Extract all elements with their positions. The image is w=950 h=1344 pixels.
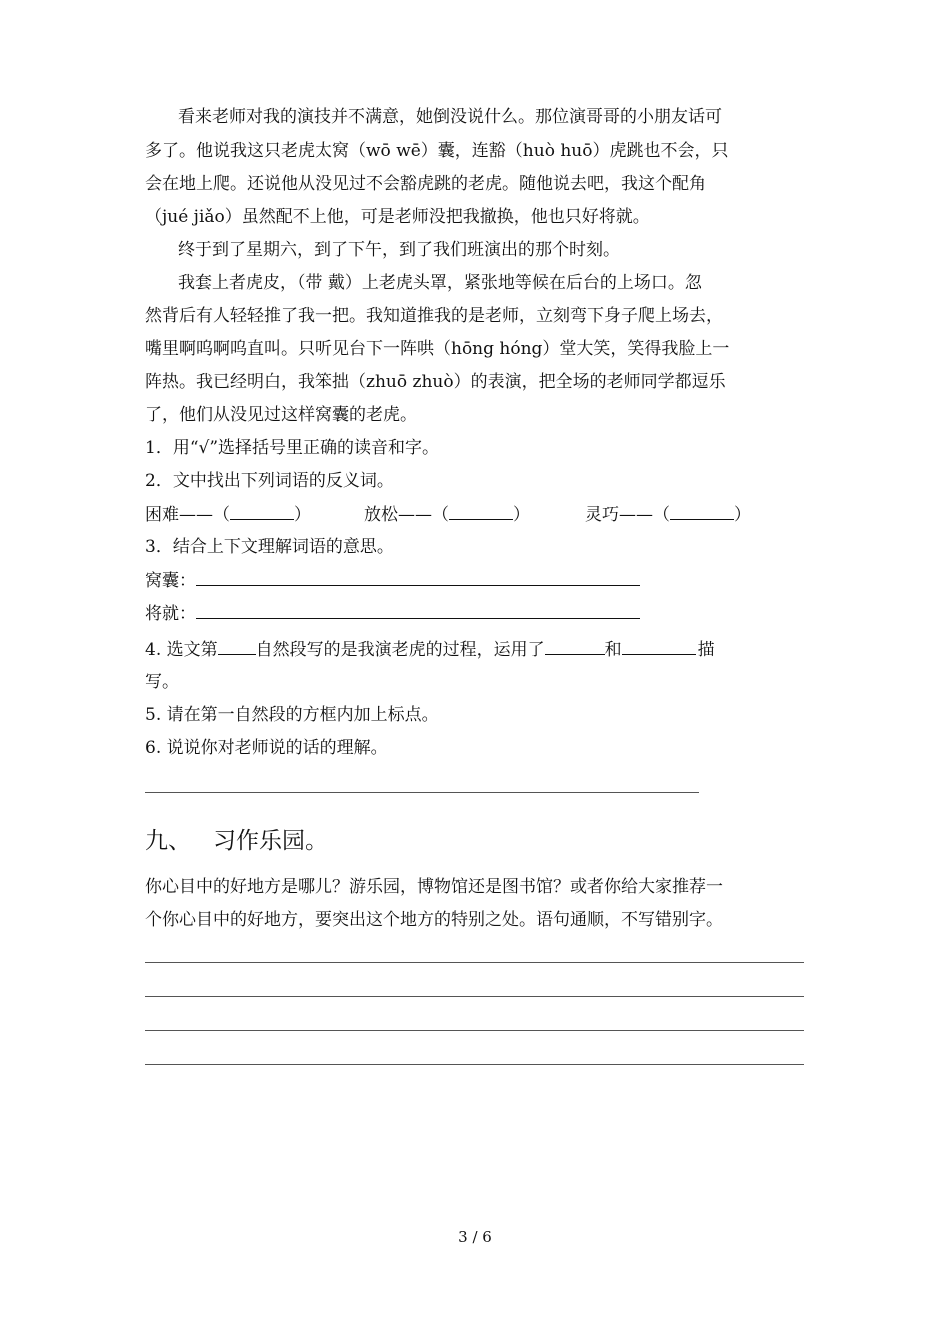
- section-number: 九、: [145, 828, 191, 854]
- antonym-label-3: 灵巧——（: [585, 505, 670, 525]
- q4-text-4: 描: [697, 640, 715, 660]
- q4-blank-paragraph[interactable]: [218, 638, 256, 655]
- writing-prompt-line: 你心目中的好地方是哪儿？游乐园，博物馆还是图书馆？或者你给大家推荐一: [145, 877, 723, 897]
- q3-word-1: 窝囊：: [145, 571, 196, 591]
- page-number: 3 / 6: [458, 1228, 492, 1246]
- question-1: 1．用“√”选择括号里正确的读音和字。: [145, 438, 440, 458]
- writing-line[interactable]: [145, 1030, 804, 1031]
- q4-blank-method-2[interactable]: [622, 638, 696, 655]
- question-6: 6. 说说你对老师说的话的理解。: [145, 738, 388, 758]
- passage-line: 阵热。我已经明白，我笨拙（zhuō zhuò）的表演，把全场的老师同学都逗乐: [145, 372, 726, 392]
- passage-line: 看来老师对我的演技并不满意，她倒没说什么。那位演哥哥的小朋友话可: [178, 107, 722, 127]
- q4-continuation: 写。: [145, 672, 179, 692]
- writing-line[interactable]: [145, 996, 804, 997]
- antonym-blank-1[interactable]: [230, 503, 294, 520]
- q3-answer-blank-2[interactable]: [196, 602, 640, 619]
- question-4: [145, 638, 715, 661]
- passage-line: 了，他们从没见过这样窝囊的老虎。: [145, 405, 417, 425]
- q6-answer-line[interactable]: [145, 792, 699, 793]
- question-3: 3．结合上下文理解词语的意思。: [145, 537, 394, 557]
- question-2: 2．文中找出下列词语的反义词。: [145, 471, 394, 491]
- antonym-row-3: [585, 503, 751, 526]
- section-heading: [145, 826, 328, 856]
- passage-line: 然背后有人轻轻推了我一把。我知道推我的是老师，立刻弯下身子爬上场去，: [145, 306, 723, 326]
- antonym-label-1: 困难——（: [145, 505, 230, 525]
- antonym-close-2: ）: [513, 505, 530, 525]
- q4-text-1: 4. 选文第: [145, 640, 218, 660]
- q3-word-row-2: [145, 602, 640, 625]
- passage-line: 终于到了星期六，到了下午，到了我们班演出的那个时刻。: [178, 240, 620, 260]
- antonym-blank-2[interactable]: [449, 503, 513, 520]
- antonym-blank-3[interactable]: [670, 503, 734, 520]
- section-title: 习作乐园。: [213, 828, 328, 854]
- passage-line: 会在地上爬。还说他从没见过不会豁虎跳的老虎。随他说去吧，我这个配角: [145, 174, 706, 194]
- antonym-close-3: ）: [734, 505, 751, 525]
- q4-text-2: 自然段写的是我演老虎的过程，运用了: [255, 640, 545, 660]
- passage-line: 嘴里啊呜啊呜直叫。只听见台下一阵哄（hōng hóng）堂大笑，笑得我脸上一: [145, 339, 730, 359]
- passage-line: （jué jiǎo）虽然配不上他，可是老师没把我撤换，他也只好将就。: [145, 207, 650, 227]
- antonym-row: [145, 503, 311, 526]
- passage-line: 我套上者虎皮，（带 戴）上老虎头罩，紧张地等候在后台的上场口。忽: [178, 273, 702, 293]
- q3-word-2: 将就：: [145, 604, 196, 624]
- antonym-row-2: [364, 503, 530, 526]
- antonym-close-1: ）: [294, 505, 311, 525]
- q4-text-3: 和: [604, 640, 622, 660]
- writing-prompt-line: 个你心目中的好地方，要突出这个地方的特别之处。语句通顺，不写错别字。: [145, 910, 723, 930]
- question-5: 5. 请在第一自然段的方框内加上标点。: [145, 705, 439, 725]
- writing-line[interactable]: [145, 1064, 804, 1065]
- writing-line[interactable]: [145, 962, 804, 963]
- q3-answer-blank-1[interactable]: [196, 569, 640, 586]
- antonym-label-2: 放松——（: [364, 505, 449, 525]
- passage-line: 多了。他说我这只老虎太窝（wō wē）囊，连豁（huò huō）虎跳也不会，只: [145, 141, 729, 161]
- q3-word-row-1: [145, 569, 640, 592]
- q4-blank-method-1[interactable]: [545, 638, 605, 655]
